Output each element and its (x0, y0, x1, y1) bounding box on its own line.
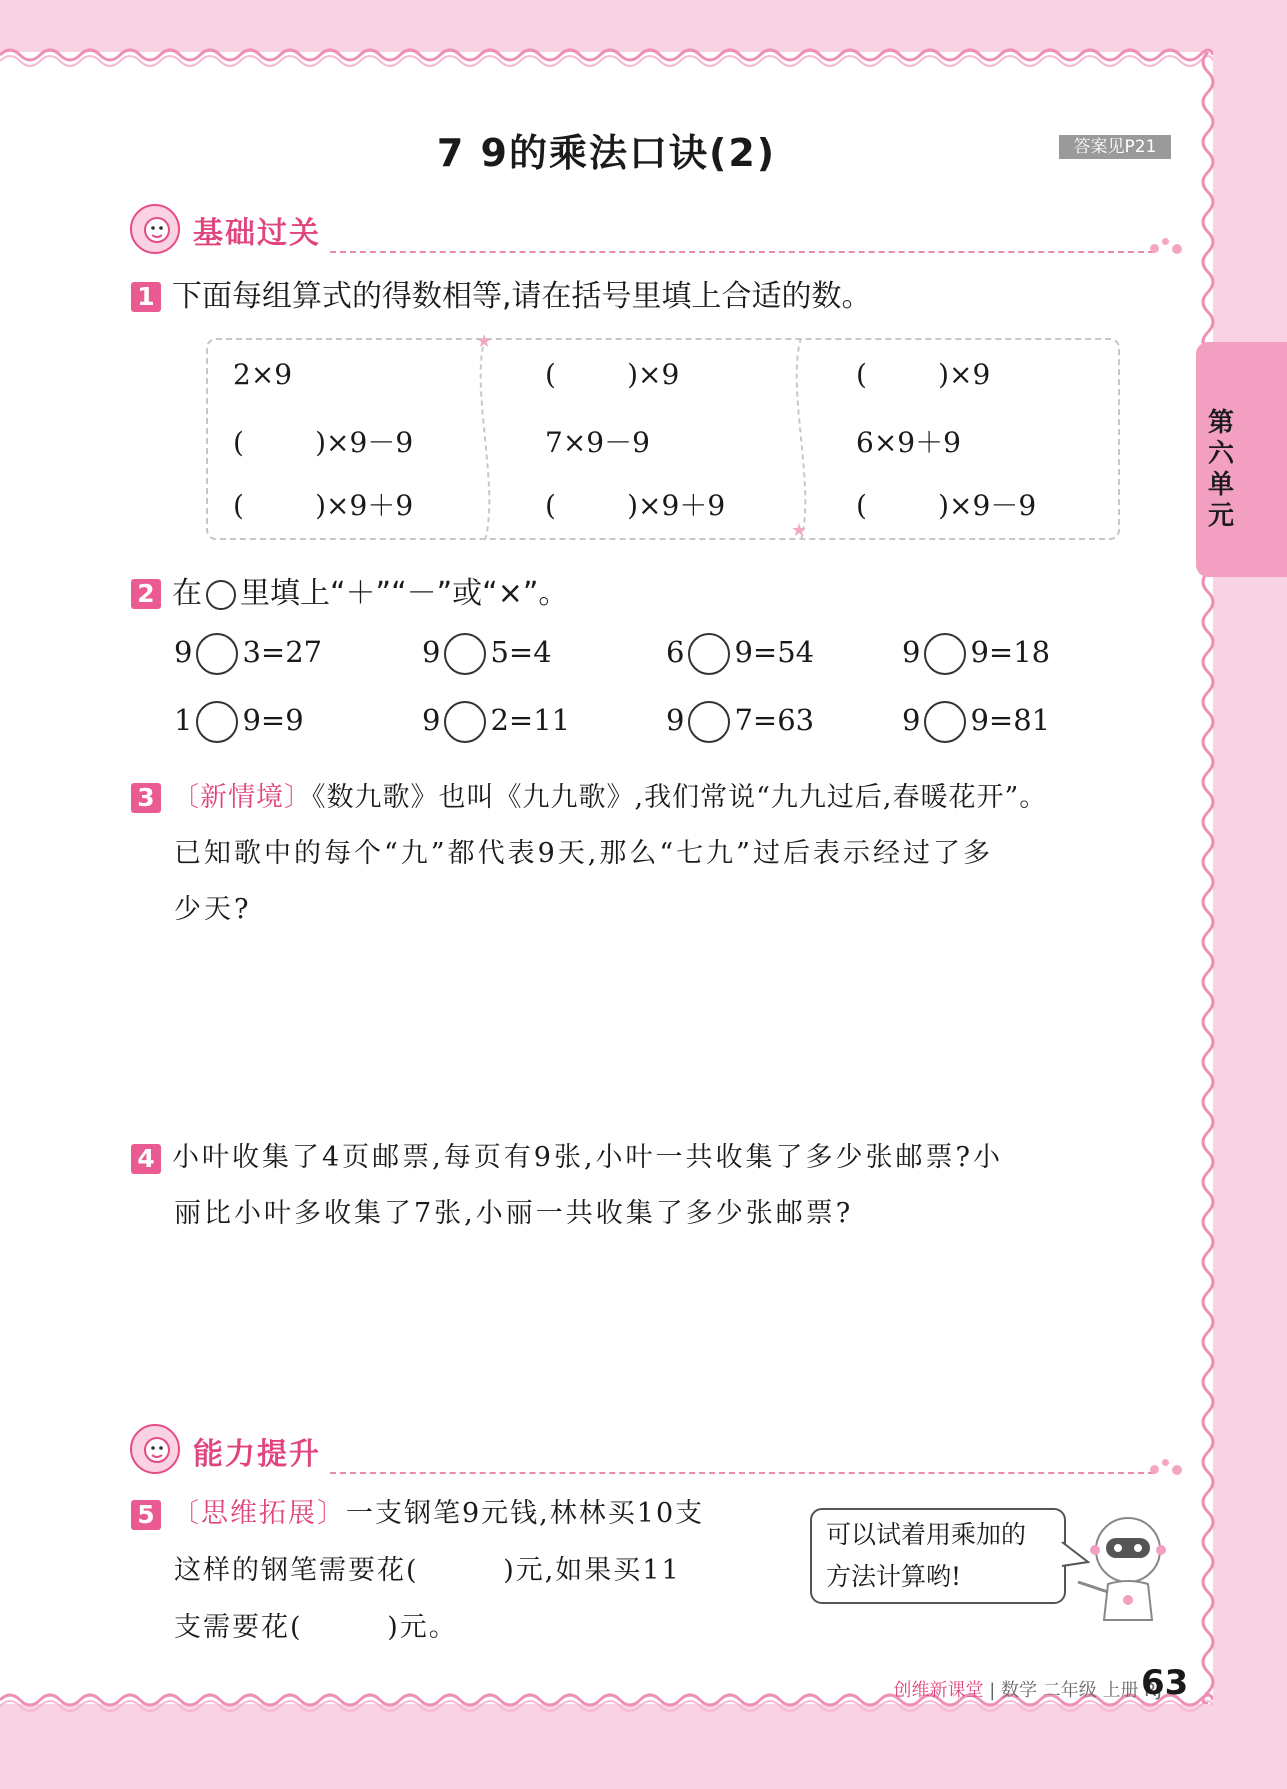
expression: ( )×9－9 (856, 489, 1037, 522)
decorative-dots (1150, 236, 1190, 256)
question-5-line-3: 支需要花( )元。 (174, 1612, 458, 1643)
unit-side-tab-label: 第六单元 (1207, 408, 1234, 531)
operator-circle[interactable] (196, 701, 238, 743)
question-3-line-3: 少天? (174, 894, 252, 925)
equation (902, 633, 1050, 675)
expression: 7×9－9 (545, 426, 650, 459)
section-title-basic: 基础过关 (193, 216, 321, 251)
operand: 9=81 (970, 703, 1051, 737)
expression: ( )×9－9 (233, 426, 414, 459)
cartoon-avatar-icon (130, 204, 180, 254)
operand: 9=18 (970, 635, 1051, 669)
operand: 9=54 (734, 635, 815, 669)
question-3-line-1-text: 《数九歌》也叫《九九歌》,我们常说“九九过后,春暖花开”。 (312, 782, 1048, 813)
hint-line-2: 方法计算哟! (826, 1562, 962, 1591)
question-4-line-1: 小叶收集了4页邮票,每页有9张,小叶一共收集了多少张邮票?小 (172, 1142, 1003, 1173)
operand: 6 (666, 635, 685, 669)
expression: ( )×9 (545, 358, 680, 391)
equation (422, 701, 570, 743)
section-title-advanced: 能力提升 (193, 1437, 321, 1472)
equation (902, 701, 1050, 743)
question-5-line-2: 这样的钢笔需要花( )元,如果买11 (174, 1555, 681, 1586)
cartoon-avatar-icon (130, 1424, 180, 1474)
operand: 1 (174, 703, 193, 737)
footer-info: 数学 二年级 上册 RJ (1001, 1680, 1162, 1701)
group-separator (470, 338, 500, 540)
expression: ( )×9＋9 (545, 489, 726, 522)
operator-circle[interactable] (924, 701, 966, 743)
hint-line-1: 可以试着用乘加的 (826, 1520, 1027, 1549)
question-5-line-1-text: 一支钢笔9元钱,林林买10支 (346, 1498, 705, 1529)
hint-speech-bubble (810, 1508, 1066, 1604)
operand: 7=63 (734, 703, 815, 737)
operand: 9 (666, 703, 685, 737)
question-5-line-1 (172, 1486, 704, 1542)
decorative-dots (1150, 1457, 1190, 1477)
answer-reference: 答案见P21 (1059, 135, 1171, 159)
expression: ( )×9＋9 (233, 489, 414, 522)
star-icon: ★ (476, 331, 493, 352)
page-title: 7 9的乘法口诀(2) (436, 131, 777, 175)
operand: 9 (422, 635, 441, 669)
operand: 9 (174, 635, 193, 669)
group-separator (786, 338, 816, 540)
operator-circle[interactable] (688, 701, 730, 743)
question-3-line-1 (172, 770, 1047, 826)
question-4-line-2: 丽比小叶多收集了7张,小丽一共收集了多少张邮票? (174, 1198, 854, 1229)
circle-icon (206, 580, 236, 610)
question-2-text-before: 在 (172, 576, 202, 611)
operator-circle[interactable] (444, 633, 486, 675)
question-number-4: 4 (131, 1144, 161, 1174)
operand: 9 (902, 635, 921, 669)
expression: 2×9 (233, 358, 293, 391)
expression: ( )×9 (856, 358, 991, 391)
operator-circle[interactable] (444, 701, 486, 743)
equation (174, 633, 322, 675)
operator-circle[interactable] (196, 633, 238, 675)
question-number-5: 5 (131, 1500, 161, 1530)
wavy-right-border (1196, 52, 1226, 1704)
operand: 9=9 (242, 703, 304, 737)
question-2-text (172, 568, 568, 620)
question-1-text: 下面每组算式的得数相等,请在括号里填上合适的数。 (172, 279, 872, 314)
equation (666, 633, 814, 675)
page-footer: 创维新课堂 | 数学 二年级 上册 RJ (893, 1680, 1162, 1701)
question-5-tag: 〔思维拓展〕 (172, 1498, 346, 1529)
footer-brand: 创维新课堂 (893, 1680, 984, 1701)
question-3-tag: 〔新情境〕 (172, 782, 312, 813)
operand: 2=11 (490, 703, 571, 737)
operator-circle[interactable] (688, 633, 730, 675)
section-divider (330, 251, 1154, 253)
equation (666, 701, 814, 743)
question-3-line-2: 已知歌中的每个“九”都代表9天,那么“七九”过后表示经过了多 (174, 838, 993, 869)
question-number-1: 1 (131, 282, 161, 312)
operand: 9 (902, 703, 921, 737)
question-number-3: 3 (131, 783, 161, 813)
section-divider (330, 1472, 1154, 1474)
question-2-text-after: 里填上“＋”“－”或“×”。 (240, 576, 569, 611)
star-icon: ★ (791, 520, 808, 541)
robot-mascot-icon (1068, 1508, 1178, 1628)
wavy-top-border (0, 40, 1213, 70)
expression: 6×9＋9 (856, 426, 961, 459)
equation (174, 701, 304, 743)
page-number: 63 (1141, 1663, 1189, 1703)
operand: 3=27 (242, 635, 323, 669)
question-number-2: 2 (131, 579, 161, 609)
equation (422, 633, 552, 675)
operand: 5=4 (490, 635, 552, 669)
operand: 9 (422, 703, 441, 737)
operator-circle[interactable] (924, 633, 966, 675)
